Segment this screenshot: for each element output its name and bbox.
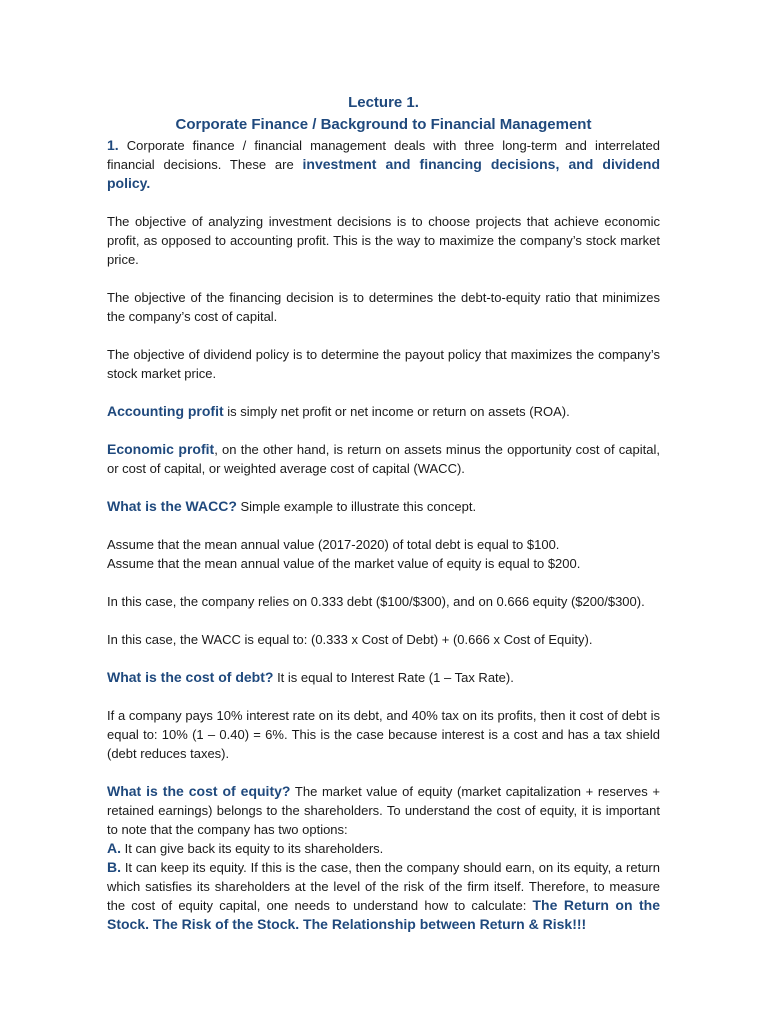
- paragraph-financing: The objective of the financing decision is to determines the debt-to-equity ratio that minimizes the company’s cost of capital.: [107, 290, 660, 324]
- option-a-text: It can give back its equity to its shareholders.: [121, 841, 384, 856]
- paragraph-debt-example: If a company pays 10% interest rate on its debt, and 40% tax on its profits, then it cost of debt is equal to: 10% (1 – 0.40) = 6%. This is the case because interest is a cost and has a tax shield (debt reduces taxes).: [107, 708, 660, 761]
- intro-highlight: investment and financing decisions, and dividend policy: [107, 156, 660, 191]
- document-body: [107, 92, 660, 934]
- lecture-number: Lecture 1.: [348, 94, 419, 111]
- paragraph-wacc-question: [107, 497, 660, 516]
- intro-end: .: [146, 175, 151, 191]
- wacc-question-text: Simple example to illustrate this concept.: [236, 499, 477, 514]
- option-a-label: A.: [107, 840, 121, 856]
- intro-text: Corporate finance / financial management deals with three long-term and interrelated financial decisions. These are: [107, 138, 660, 172]
- option-b-highlight: The Return on the Stock. The Risk of the Stock. The Relationship between Return & Risk!!!: [107, 897, 660, 932]
- cost-of-debt-term: What is the cost of debt?: [107, 669, 274, 685]
- paragraph-intro: [107, 136, 660, 193]
- economic-profit-term: Economic profit: [107, 441, 215, 457]
- paragraph-weights: In this case, the company relies on 0.333 debt ($100/$300), and on 0.666 equity ($200/$300).: [107, 594, 645, 609]
- paragraph-investment: The objective of analyzing investment decisions is to choose projects that achieve economic profit, as opposed to accounting profit. This is the way to maximize the company’s stock market price.: [107, 214, 660, 267]
- cost-of-equity-text: The market value of equity (market capitalization + reserves + retained earnings) belongs to the shareholders. To understand the cost of equity, it is important to note that the company has two options:: [107, 784, 660, 837]
- assumption-debt: Assume that the mean annual value (2017-2020) of total debt is equal to $100.: [107, 537, 560, 552]
- wacc-question-term: What is the WACC?: [107, 498, 237, 514]
- cost-of-equity-term: What is the cost of equity?: [107, 783, 291, 799]
- paragraph-accounting-profit: [107, 402, 660, 421]
- paragraph-cost-of-equity: [107, 782, 660, 934]
- paragraph-cost-of-debt: [107, 668, 660, 687]
- paragraph-economic-profit: [107, 440, 660, 478]
- paragraph-wacc-formula: In this case, the WACC is equal to: (0.333 x Cost of Debt) + (0.666 x Cost of Equity).: [107, 632, 593, 647]
- accounting-profit-text: is simply net profit or net income or return on assets (ROA).: [223, 404, 570, 419]
- economic-profit-text: , on the other hand, is return on assets minus the opportunity cost of capital, or cost of capital, or weighted average cost of capital (WACC).: [107, 442, 661, 476]
- section-number: 1.: [107, 137, 119, 153]
- assumption-equity: Assume that the mean annual value of the market value of equity is equal to $200.: [107, 556, 581, 571]
- option-b-text: It can keep its equity. If this is the case, then the company should earn, on its equity, a return which satisfies its shareholders at the level of the risk of the firm itself. Therefore, to measure the cost of equity capital, one needs to understand how to calculate:: [107, 860, 660, 913]
- option-b-label: B.: [107, 859, 121, 875]
- paragraph-assumptions: [107, 535, 660, 573]
- cost-of-debt-text: It is equal to Interest Rate (1 – Tax Rate).: [273, 670, 514, 685]
- paragraph-dividend: The objective of dividend policy is to determine the payout policy that maximizes the company’s stock market price.: [107, 347, 660, 381]
- accounting-profit-term: Accounting profit: [107, 403, 224, 419]
- document-title: Corporate Finance / Background to Financial Management: [175, 116, 592, 133]
